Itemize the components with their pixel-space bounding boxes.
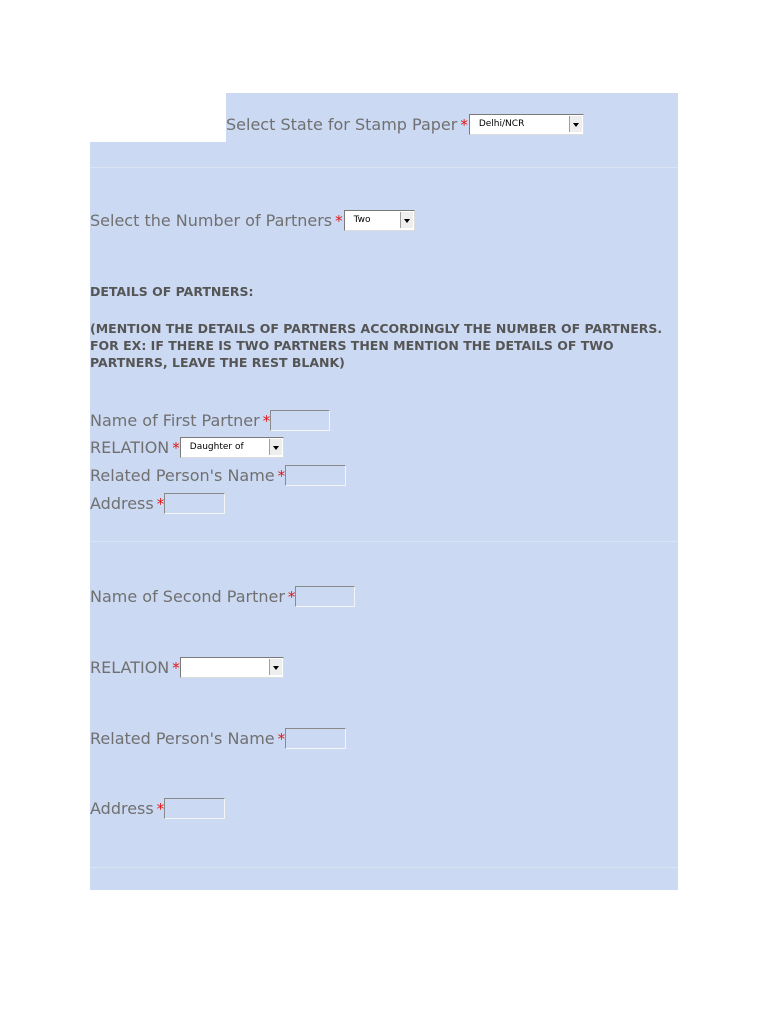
partner1-relation-label: RELATION [90,438,170,457]
partner2-relation-row [90,657,284,678]
required-marker: * [156,799,165,818]
required-marker: * [172,658,180,677]
details-heading: DETAILS OF PARTNERS: [90,284,254,299]
partner1-relation-row [90,437,284,458]
partner2-address-row [90,798,225,819]
chevron-down-icon[interactable] [400,212,413,228]
required-marker: * [277,466,286,485]
partner1-relation-value: Daughter of [189,442,244,452]
partner1-relation-select[interactable] [180,437,284,458]
partners-count-label: Select the Number of Partners [90,211,333,230]
required-marker: * [277,729,286,748]
state-row [226,114,584,135]
chevron-down-icon[interactable] [269,659,282,675]
partner1-name-label: Name of First Partner [90,411,260,430]
partner1-related-name-row [90,465,346,486]
section-divider [90,867,678,868]
partner2-name-label: Name of Second Partner [90,587,285,606]
partner1-address-label: Address [90,494,154,513]
partner2-related-name-row [90,728,346,749]
state-label: Select State for Stamp Paper [226,115,458,134]
partner2-name-input[interactable] [295,586,355,607]
state-select-value: Delhi/NCR [478,119,525,129]
details-note: (MENTION THE DETAILS OF PARTNERS ACCORDINGLY THE NUMBER OF PARTNERS. FOR EX: IF THERE IS TWO PARTNERS THEN MENTION THE DETAILS OF TWO PARTNERS, LEAVE THE REST BLANK) [90,321,663,370]
partner2-relation-label: RELATION [90,658,170,677]
required-marker: * [262,411,271,430]
required-marker: * [172,438,180,457]
partners-count-row [90,210,415,231]
partner1-related-name-input[interactable] [285,465,346,486]
chevron-down-icon[interactable] [269,439,282,455]
partners-count-value: Two [353,215,371,225]
partner2-related-name-label: Related Person's Name [90,729,275,748]
state-select[interactable] [469,114,584,135]
partner1-address-row [90,493,225,514]
partner2-address-label: Address [90,799,154,818]
partner1-name-input[interactable] [270,410,330,431]
partner1-related-name-label: Related Person's Name [90,466,275,485]
partner2-relation-select[interactable] [180,657,284,678]
section-divider [90,167,678,168]
partners-count-select[interactable] [344,210,415,231]
partner2-address-input[interactable] [164,798,225,819]
required-marker: * [287,587,296,606]
section-divider [90,541,678,542]
required-marker: * [460,115,468,134]
partner1-name-row [90,410,330,431]
required-marker: * [335,211,343,230]
partner2-related-name-input[interactable] [285,728,346,749]
chevron-down-icon[interactable] [569,116,582,132]
partner2-name-row [90,586,355,607]
form-panel [90,142,678,890]
required-marker: * [156,494,165,513]
partner1-address-input[interactable] [164,493,225,514]
